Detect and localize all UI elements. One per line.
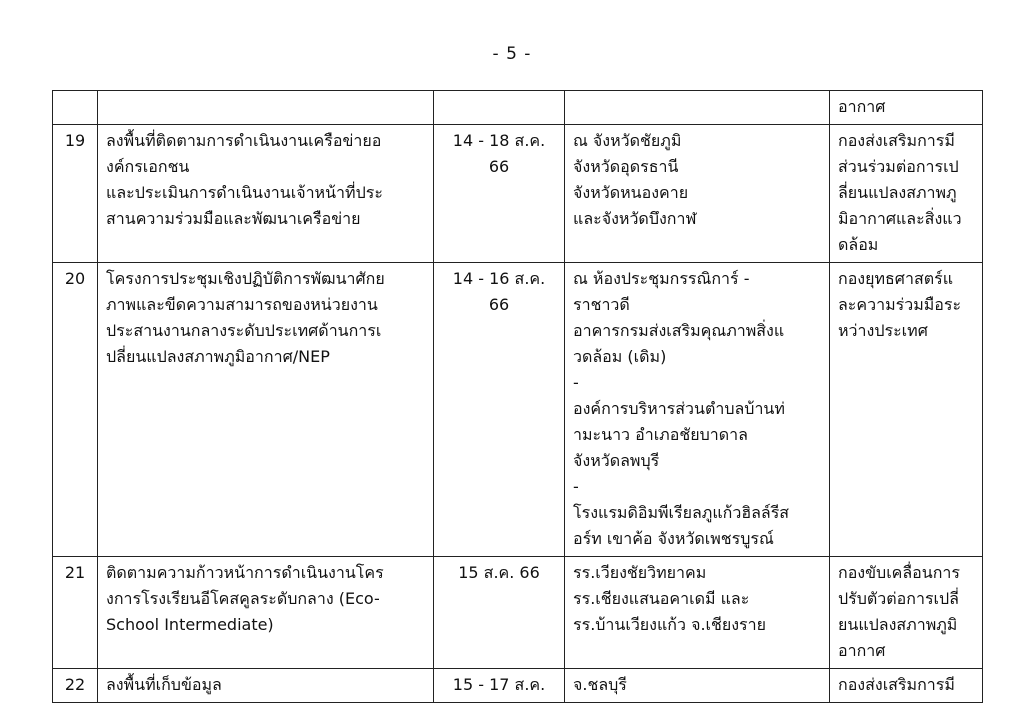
table-row [53, 91, 983, 125]
place-line: จังหวัดลพบุรี [573, 451, 660, 470]
place-line: ราชาวดี [573, 295, 630, 314]
place-line: วดล้อม (เดิม) [573, 347, 667, 366]
responsible-unit-line: กองส่งเสริมการมี [838, 131, 955, 150]
responsible-unit-line: ส่วนร่วมต่อการเป [838, 157, 959, 176]
item-number-cell [53, 91, 98, 125]
activity-line: ประสานงานกลางระดับประเทศด้านการเ [106, 321, 382, 340]
date-line: 14 - 18 ส.ค. [452, 131, 546, 150]
place-line: ามะนาว อำเภอชัยบาดาล [573, 425, 748, 444]
responsible-unit-line: ละความร่วมมือระ [838, 295, 962, 314]
place-line: - [573, 373, 579, 392]
place-line: อร์ท เขาค้อ จังหวัดเพชรบูรณ์ [573, 529, 774, 548]
responsible-unit-line: ลี่ยนแปลงสภาพภู [838, 183, 957, 202]
responsible-unit-line: กองขับเคลื่อนการ [838, 563, 960, 582]
activity-line: และประเมินการดำเนินงานเจ้าหน้าที่ประ [106, 183, 383, 202]
place-line: องค์การบริหารส่วนตำบลบ้านท่ [573, 399, 785, 418]
place-line: ณ จังหวัดชัยภูมิ [573, 131, 682, 150]
place-line: จังหวัดหนองคาย [573, 183, 689, 202]
place-line: อาคารกรมส่งเสริมคุณภาพสิ่งแ [573, 321, 785, 340]
activity-cell [98, 669, 434, 703]
responsible-unit-line: ดล้อม [838, 235, 879, 254]
place-line: ณ ห้องประชุมกรรณิการ์ - [573, 269, 750, 288]
place-line: โรงแรมดิอิมพีเรียลภูแก้วฮิลล์รีส [573, 503, 790, 522]
place-line: รร.บ้านเวียงแก้ว จ.เชียงราย [573, 615, 766, 634]
item-number-cell: 20 [53, 263, 98, 557]
item-number-cell: 22 [53, 669, 98, 703]
activity-cell [98, 263, 434, 557]
responsible-unit-line: ยนแปลงสภาพภูมิ [838, 615, 958, 634]
table-row [53, 125, 983, 263]
activity-cell [98, 125, 434, 263]
activity-line: School Intermediate) [106, 615, 274, 634]
table-row [53, 557, 983, 669]
responsible-unit-line: หว่างประเทศ [838, 321, 928, 340]
place-line: - [573, 477, 579, 496]
activity-cell [98, 557, 434, 669]
responsible-unit-line: ปรับตัวต่อการเปลี่ [838, 589, 959, 608]
page-number: - 5 - [492, 44, 532, 64]
date-cell [434, 91, 565, 125]
responsible-unit-line: กองส่งเสริมการมี [838, 675, 955, 694]
activity-line: ปลี่ยนแปลงสภาพภูมิอากาศ/NEP [106, 347, 330, 366]
activity-line: ลงพื้นที่เก็บข้อมูล [106, 675, 222, 694]
activity-schedule-table [52, 90, 983, 703]
activity-line: ลงพื้นที่ติดตามการดำเนินงานเครือข่ายอ [106, 131, 382, 150]
date-line: 15 ส.ค. 66 [458, 563, 540, 582]
place-cell [565, 263, 830, 557]
place-line: รร.เชียงแสนอคาเดมี และ [573, 589, 750, 608]
place-cell [565, 91, 830, 125]
responsible-unit-cell [830, 125, 983, 263]
date-cell [434, 669, 565, 703]
responsible-unit-line: กองยุทธศาสตร์แ [838, 269, 953, 288]
activity-line: งค์กรเอกชน [106, 157, 190, 176]
date-cell [434, 125, 565, 263]
activity-line: สานความร่วมมือและพัฒนาเครือข่าย [106, 209, 361, 228]
place-line: และจังหวัดบึงกาฬ [573, 209, 697, 228]
activity-line: ติดตามความก้าวหน้าการดำเนินงานโคร [106, 563, 384, 582]
date-cell [434, 557, 565, 669]
table-row [53, 263, 983, 557]
place-cell [565, 557, 830, 669]
date-line: 66 [488, 295, 510, 314]
responsible-unit-cell [830, 557, 983, 669]
activity-line: โครงการประชุมเชิงปฏิบัติการพัฒนาศักย [106, 269, 385, 288]
responsible-unit-cell [830, 263, 983, 557]
place-line: จ.ชลบุรี [573, 675, 627, 694]
responsible-unit-cell [830, 91, 983, 125]
item-number-cell: 19 [53, 125, 98, 263]
responsible-unit-line: อากาศ [838, 641, 886, 660]
activity-line: ภาพและขีดความสามารถของหน่วยงาน [106, 295, 378, 314]
date-line: 14 - 16 ส.ค. [452, 269, 546, 288]
date-line: 66 [488, 157, 510, 176]
responsible-unit-line: มิอากาศและสิ่งแว [838, 209, 962, 228]
activity-line: งการโรงเรียนอีโคสคูลระดับกลาง (Eco- [106, 589, 380, 608]
responsible-unit-line: อากาศ [838, 97, 886, 116]
place-line: จังหวัดอุดรธานี [573, 157, 679, 176]
date-cell [434, 263, 565, 557]
place-line: รร.เวียงชัยวิทยาคม [573, 563, 707, 582]
place-cell [565, 669, 830, 703]
schedule-table-body [53, 91, 983, 703]
table-row [53, 669, 983, 703]
activity-cell [98, 91, 434, 125]
date-line: 15 - 17 ส.ค. [452, 675, 546, 694]
place-cell [565, 125, 830, 263]
responsible-unit-cell [830, 669, 983, 703]
item-number-cell: 21 [53, 557, 98, 669]
